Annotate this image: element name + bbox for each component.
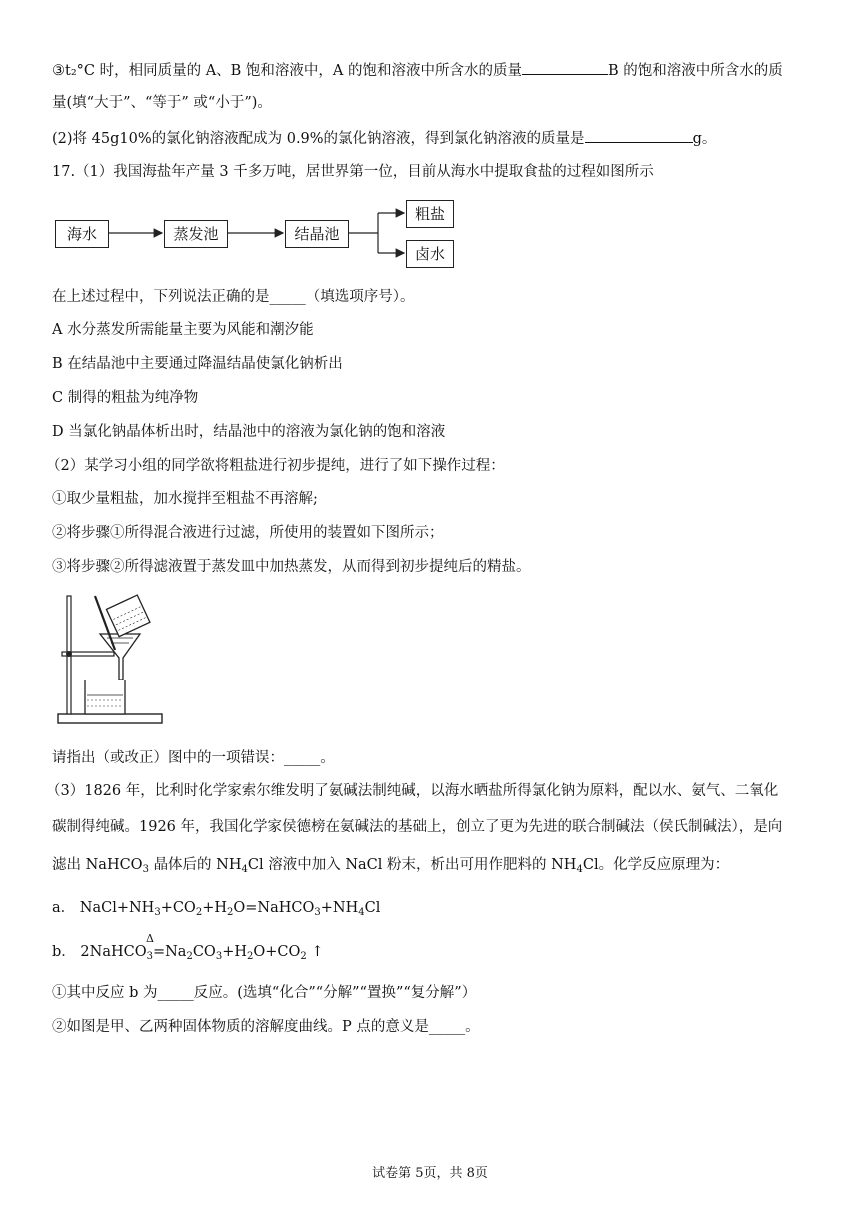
- q17-part3-question2: ②如图是甲、乙两种固体物质的溶解度曲线。P 点的意义是_____。: [52, 1019, 480, 1035]
- reaction-a-label: a．: [52, 900, 76, 916]
- flow-box-crystallization-pond: 结晶池: [285, 220, 349, 248]
- q17-part2-question: 请指出（或改正）图中的一项错误：_____。: [52, 750, 335, 766]
- q16-part2-text: (2)将 45g10%的氯化钠溶液配成为 0.9%的氯化钠溶液，得到氯化钠溶液的质量是: [52, 131, 585, 147]
- option-b: B 在结晶池中主要通过降温结晶使氯化钠析出: [52, 356, 343, 372]
- q16-part2-unit: g。: [692, 131, 717, 147]
- q17-intro: 17.（1）我国海盐年产量 3 千多万吨，居世界第一位，目前从海水中提取食盐的过程如图所示: [52, 164, 654, 180]
- flow-box-evaporation-pond: 蒸发池: [164, 220, 228, 248]
- filtration-apparatus-illustration: [55, 590, 165, 730]
- page-footer: 试卷第 5页，共 8页: [372, 1166, 488, 1181]
- q17-part3-line3: 滤出 NaHCO$_3$ 晶体后的 $NH_4Cl$ 溶液中加入 NaCl 粉末，析出可用作肥料的 $NH_4Cl$。化学反应原理为：: [52, 857, 730, 875]
- step-2: ②将步骤①所得混合液进行过滤，所使用的装置如下图所示；: [52, 525, 444, 541]
- step-1: ①取少量粗盐，加水搅拌至粗盐不再溶解;: [52, 491, 318, 507]
- text: 滤出: [52, 857, 81, 873]
- q16-item3-line1: [52, 60, 783, 81]
- q17-part1-question: 在上述过程中，下列说法正确的是_____（填选项序号）。: [52, 289, 415, 305]
- q16-item3-text-b: B 的饱和溶液中所含水的质: [608, 63, 783, 79]
- q16-part2: [52, 128, 716, 149]
- flow-box-brine: 卤水: [406, 240, 454, 268]
- answer-blank[interactable]: [522, 60, 608, 75]
- flow-arrows: [0, 190, 470, 280]
- reaction-b: b． $2NaHCO_3=Na_2CO_3+H_2O+CO_2$ ↑: [52, 944, 324, 962]
- q17-part3-line2: 碳制得纯碱。1926 年，我国化学家侯德榜在氨碱法的基础上，创立了更为先进的联合制碱法（侯氏制碱法），是向: [52, 819, 783, 835]
- option-c: C 制得的粗盐为纯净物: [52, 390, 199, 406]
- reaction-b-label: b．: [52, 944, 76, 960]
- flow-box-crude-salt: 粗盐: [406, 200, 454, 228]
- text: 溶液中加入 NaCl 粉末，析出可用作肥料的: [268, 857, 547, 873]
- reaction-a: a． $NaCl+NH_3+CO_2+H_2O=NaHCO_3+NH_4Cl$: [52, 900, 381, 918]
- answer-blank[interactable]: [585, 128, 693, 143]
- heating-condition-symbol: Δ: [146, 932, 154, 945]
- option-a: A 水分蒸发所需能量主要为风能和潮汐能: [52, 322, 314, 338]
- flow-box-seawater: 海水: [55, 220, 109, 248]
- option-d: D 当氯化钠晶体析出时，结晶池中的溶液为氯化钠的饱和溶液: [52, 424, 446, 440]
- q17-part3-question1: ①其中反应 b 为_____反应。(选填“化合”“分解”“置换”“复分解”）: [52, 985, 477, 1001]
- step-3: ③将步骤②所得滤液置于蒸发皿中加热蒸发，从而得到初步提纯后的精盐。: [52, 559, 531, 575]
- q16-item3-line2: 量(填“大于”、“等于” 或“小于”)。: [52, 95, 272, 111]
- q17-part3-line1: （3）1826 年，比利时化学家索尔维发明了氨碱法制纯碱，以海水晒盐所得氯化钠为原料，配以水、氨气、二氧化: [46, 783, 779, 799]
- text: 。化学反应原理为：: [598, 857, 730, 873]
- q17-part2-intro: （2）某学习小组的同学欲将粗盐进行初步提纯，进行了如下操作过程：: [46, 458, 505, 474]
- text: 晶体后的: [153, 857, 212, 873]
- q16-item3-text-a: ③t₂°C 时，相同质量的 A、B 饱和溶液中，A 的饱和溶液中所含水的质量: [52, 63, 523, 79]
